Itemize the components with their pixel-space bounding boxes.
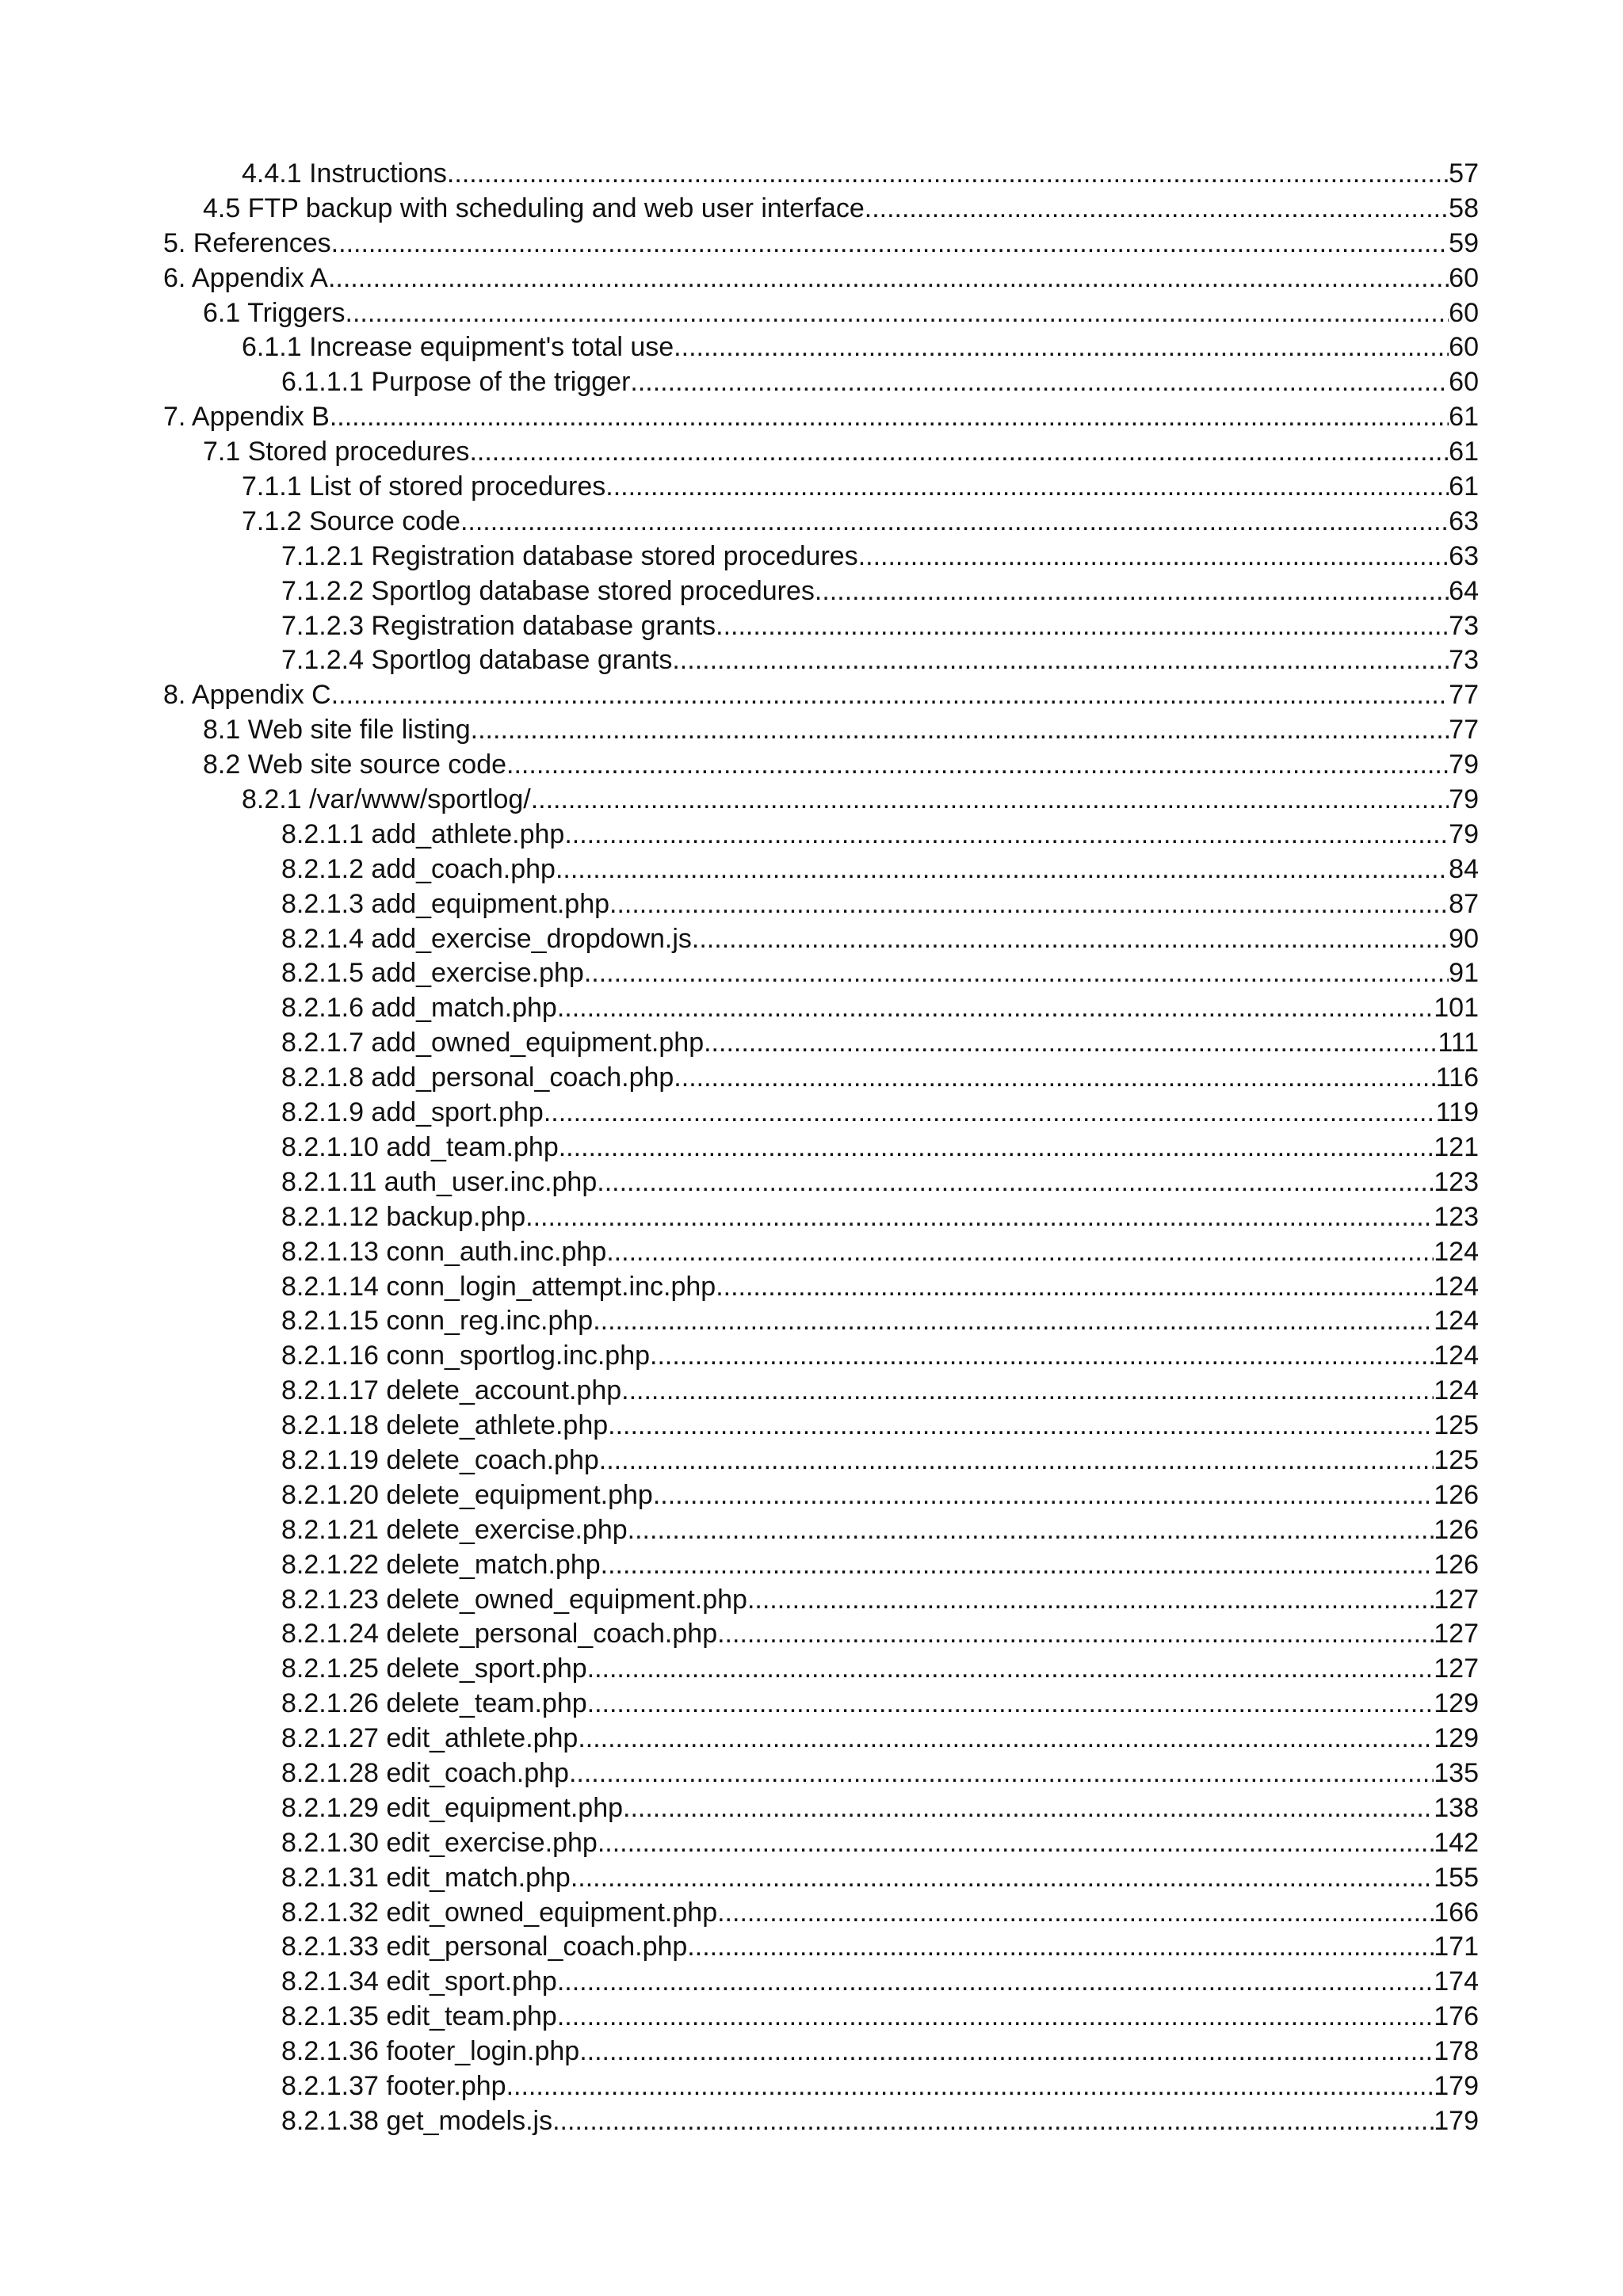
toc-entry[interactable] [163, 991, 1479, 1026]
toc-entry-page-number: 127 [1434, 1619, 1479, 1650]
toc-entry-title: 7.1 Stored procedures [203, 437, 470, 467]
toc-entry-page-number: 111 [1438, 1028, 1479, 1058]
toc-entry-page-number: 135 [1434, 1757, 1479, 1788]
toc-entry[interactable] [163, 1444, 1479, 1478]
toc-entry-page-number: 142 [1434, 1827, 1479, 1858]
toc-entry-title: 8.1 Web site file listing [203, 715, 471, 746]
dot-leader [525, 1200, 1434, 1235]
toc-entry-title: 8.2.1.24 delete_personal_coach.php [281, 1619, 718, 1650]
dot-leader [747, 1583, 1434, 1618]
toc-entry-title: 8.2.1.26 delete_team.php [281, 1688, 587, 1719]
toc-entry-page-number: 61 [1449, 437, 1479, 467]
toc-entry-title: 8.2.1.6 add_match.php [281, 993, 557, 1024]
toc-entry-page-number: 121 [1434, 1131, 1479, 1162]
toc-entry[interactable] [163, 783, 1479, 818]
dot-leader [571, 1861, 1434, 1896]
toc-entry-page-number: 64 [1449, 575, 1479, 606]
dot-leader [608, 1409, 1434, 1444]
toc-entry[interactable] [163, 1617, 1479, 1652]
toc-entry-title: 8.2.1.15 conn_reg.inc.php [281, 1306, 594, 1337]
toc-entry-title: 8.2.1.22 delete_match.php [281, 1549, 601, 1580]
toc-entry-page-number: 124 [1434, 1341, 1479, 1371]
toc-entry-page-number: 124 [1434, 1271, 1479, 1302]
dot-leader [506, 748, 1449, 783]
toc-entry-page-number: 63 [1449, 505, 1479, 536]
dot-leader [469, 435, 1449, 470]
dot-leader [587, 1687, 1434, 1722]
toc-entry-page-number: 179 [1434, 2070, 1479, 2101]
toc-entry-page-number: 124 [1434, 1236, 1479, 1267]
dot-leader [328, 261, 1449, 296]
dot-leader [587, 1652, 1434, 1687]
toc-entry-page-number: 61 [1449, 471, 1479, 502]
toc-entry-title: 8.2.1.19 delete_coach.php [281, 1444, 599, 1475]
toc-entry-title: 6.1.1 Increase equipment's total use [242, 332, 674, 363]
toc-entry[interactable] [163, 1896, 1479, 1931]
toc-entry[interactable] [163, 505, 1479, 540]
dot-leader [598, 1826, 1434, 1861]
toc-entry[interactable] [163, 1339, 1479, 1374]
toc-entry-title: 8.2.1.31 edit_match.php [281, 1862, 571, 1893]
toc-entry[interactable] [163, 2069, 1479, 2104]
dot-leader [650, 1339, 1434, 1374]
dot-leader [578, 1722, 1434, 1756]
dot-leader [557, 2000, 1434, 2035]
toc-entry[interactable] [163, 1930, 1479, 1965]
dot-leader [672, 643, 1449, 678]
toc-entry-page-number: 179 [1434, 2105, 1479, 2136]
toc-entry[interactable] [163, 748, 1479, 783]
toc-entry[interactable] [163, 400, 1479, 435]
dot-leader [674, 1061, 1435, 1096]
dot-leader [584, 956, 1449, 991]
toc-entry[interactable] [163, 1687, 1479, 1722]
toc-entry-page-number: 79 [1449, 749, 1479, 780]
toc-entry-title: 8.2.1.17 delete_account.php [281, 1375, 622, 1406]
dot-leader [531, 783, 1449, 818]
toc-entry[interactable] [163, 1722, 1479, 1756]
toc-entry-title: 8.2.1.3 add_equipment.php [281, 888, 610, 919]
toc-entry-page-number: 126 [1434, 1549, 1479, 1580]
toc-entry-title: 8.2.1 /var/www/sportlog/ [242, 784, 531, 815]
dot-leader [460, 505, 1449, 540]
toc-entry[interactable] [163, 887, 1479, 922]
toc-entry[interactable] [163, 852, 1479, 887]
toc-entry-page-number: 60 [1449, 332, 1479, 363]
toc-entry[interactable] [163, 2104, 1479, 2139]
toc-entry-page-number: 127 [1434, 1653, 1479, 1684]
toc-entry-page-number: 90 [1449, 923, 1479, 954]
toc-entry-page-number: 176 [1434, 2001, 1479, 2032]
toc-entry-page-number: 79 [1449, 784, 1479, 815]
dot-leader [559, 1131, 1434, 1165]
toc-entry-page-number: 178 [1434, 2036, 1479, 2067]
toc-entry-page-number: 166 [1434, 1897, 1479, 1928]
dot-leader [704, 1026, 1438, 1061]
toc-entry[interactable] [163, 1026, 1479, 1061]
dot-leader [601, 1548, 1434, 1583]
toc-entry[interactable] [163, 678, 1479, 713]
toc-entry-title: 8.2 Web site source code [203, 749, 507, 780]
toc-entry-title: 8.2.1.1 add_athlete.php [281, 818, 565, 849]
dot-leader [556, 852, 1449, 887]
toc-entry[interactable] [163, 922, 1479, 957]
toc-entry-page-number: 123 [1434, 1166, 1479, 1197]
dot-leader [557, 1965, 1434, 2000]
toc-entry[interactable] [163, 1131, 1479, 1165]
dot-leader [599, 1444, 1434, 1478]
dot-leader [552, 2104, 1434, 2139]
toc-entry-title: 8.2.1.27 edit_athlete.php [281, 1723, 579, 1754]
toc-entry[interactable] [163, 1513, 1479, 1548]
toc-entry-title: 6. Appendix A [163, 262, 328, 293]
toc-entry[interactable] [163, 470, 1479, 505]
toc-entry[interactable] [163, 365, 1479, 400]
dot-leader [597, 1165, 1434, 1200]
dot-leader [623, 1791, 1434, 1826]
toc-entry-page-number: 57 [1449, 158, 1479, 189]
toc-entry[interactable] [163, 1200, 1479, 1235]
dot-leader [717, 1617, 1434, 1652]
toc-entry-title: 8.2.1.16 conn_sportlog.inc.php [281, 1341, 651, 1371]
toc-entry-page-number: 79 [1449, 818, 1479, 849]
dot-leader [621, 1374, 1434, 1409]
toc-entry-page-number: 60 [1449, 297, 1479, 328]
toc-entry[interactable] [163, 1304, 1479, 1339]
dot-leader [692, 922, 1449, 957]
toc-entry-title: 4.5 FTP backup with scheduling and web user interface [203, 193, 865, 223]
toc-entry[interactable] [163, 296, 1479, 331]
toc-entry[interactable] [163, 192, 1479, 227]
toc-entry-title: 6.1.1.1 Purpose of the trigger [281, 367, 631, 398]
dot-leader [506, 2069, 1434, 2104]
toc-entry-page-number: 87 [1449, 888, 1479, 919]
toc-entry-page-number: 77 [1449, 680, 1479, 711]
toc-entry-page-number: 138 [1434, 1792, 1479, 1823]
toc-entry-title: 8.2.1.37 footer.php [281, 2070, 506, 2101]
toc-entry[interactable] [163, 1270, 1479, 1305]
toc-entry-title: 8.2.1.21 delete_exercise.php [281, 1514, 628, 1545]
toc-entry-page-number: 73 [1449, 645, 1479, 676]
toc-entry-title: 8.2.1.12 backup.php [281, 1201, 526, 1232]
toc-entry-title: 8.2.1.18 delete_athlete.php [281, 1410, 609, 1441]
toc-entry[interactable] [163, 1165, 1479, 1200]
toc-entry-page-number: 84 [1449, 853, 1479, 884]
toc-entry[interactable] [163, 574, 1479, 609]
toc-entry[interactable] [163, 540, 1479, 574]
toc-entry-page-number: 125 [1434, 1410, 1479, 1441]
toc-entry-page-number: 124 [1434, 1306, 1479, 1337]
dot-leader [687, 1930, 1434, 1965]
toc-entry-title: 8.2.1.34 edit_sport.php [281, 1966, 557, 1997]
toc-entry[interactable] [163, 2000, 1479, 2035]
toc-entry[interactable] [163, 1478, 1479, 1513]
toc-entry-title: 7.1.2.2 Sportlog database stored procedures [281, 575, 815, 606]
dot-leader [564, 818, 1449, 852]
toc-entry-title: 8.2.1.29 edit_equipment.php [281, 1792, 624, 1823]
toc-entry-title: 7. Appendix B [163, 402, 330, 433]
dot-leader [557, 991, 1434, 1026]
toc-entry[interactable] [163, 713, 1479, 748]
dot-leader [674, 330, 1449, 365]
toc-entry-title: 8. Appendix C [163, 680, 331, 711]
dot-leader [865, 192, 1449, 227]
toc-entry[interactable] [163, 643, 1479, 678]
toc-entry-title: 7.1.1 List of stored procedures [242, 471, 606, 502]
toc-entry[interactable] [163, 261, 1479, 296]
toc-entry-title: 8.2.1.11 auth_user.inc.php [281, 1166, 598, 1197]
toc-entry-page-number: 155 [1434, 1862, 1479, 1893]
dot-leader [716, 609, 1449, 644]
toc-entry-title: 8.2.1.4 add_exercise_dropdown.js [281, 923, 692, 954]
dot-leader [653, 1478, 1434, 1513]
toc-entry-title: 8.2.1.9 add_sport.php [281, 1097, 544, 1128]
toc-entry-title: 8.2.1.32 edit_owned_equipment.php [281, 1897, 718, 1928]
toc-entry-title: 8.2.1.10 add_team.php [281, 1131, 559, 1162]
toc-entry-title: 8.2.1.2 add_coach.php [281, 853, 556, 884]
toc-entry[interactable] [163, 1756, 1479, 1791]
toc-entry-title: 8.2.1.25 delete_sport.php [281, 1653, 587, 1684]
toc-entry-page-number: 126 [1434, 1514, 1479, 1545]
toc-entry-page-number: 73 [1449, 610, 1479, 641]
toc-entry-title: 4.4.1 Instructions [242, 158, 447, 189]
toc-entry-page-number: 116 [1435, 1062, 1479, 1093]
toc-entry-page-number: 63 [1449, 540, 1479, 571]
toc-entry-page-number: 129 [1434, 1723, 1479, 1754]
toc-entry-title: 7.1.2.4 Sportlog database grants [281, 645, 673, 676]
toc-entry[interactable] [163, 818, 1479, 852]
toc-entry[interactable] [163, 1096, 1479, 1131]
toc-entry-title: 5. References [163, 227, 331, 258]
toc-entry-page-number: 59 [1449, 227, 1479, 258]
toc-entry-title: 8.2.1.7 add_owned_equipment.php [281, 1028, 705, 1058]
toc-entry-title: 7.1.2 Source code [242, 505, 460, 536]
toc-entry-title: 6.1 Triggers [203, 297, 346, 328]
toc-entry[interactable] [163, 1583, 1479, 1618]
toc-entry[interactable] [163, 956, 1479, 991]
toc-entry-page-number: 58 [1449, 193, 1479, 223]
toc-entry-title: 8.2.1.14 conn_login_attempt.inc.php [281, 1271, 716, 1302]
toc-entry-title: 8.2.1.23 delete_owned_equipment.php [281, 1584, 747, 1615]
dot-leader [605, 470, 1449, 505]
toc-entry-title: 8.2.1.8 add_personal_coach.php [281, 1062, 674, 1093]
toc-entry[interactable] [163, 330, 1479, 365]
toc-entry-page-number: 101 [1434, 993, 1479, 1024]
dot-leader [858, 540, 1449, 574]
toc-entry-title: 7.1.2.3 Registration database grants [281, 610, 716, 641]
toc-entry-page-number: 91 [1449, 958, 1479, 989]
toc-entry-title: 8.2.1.33 edit_personal_coach.php [281, 1932, 688, 1962]
toc-entry[interactable] [163, 1061, 1479, 1096]
dot-leader [593, 1304, 1434, 1339]
toc-entry[interactable] [163, 1791, 1479, 1826]
toc-entry-page-number: 61 [1449, 402, 1479, 433]
toc-entry[interactable] [163, 1409, 1479, 1444]
toc-entry[interactable] [163, 2035, 1479, 2069]
toc-entry-page-number: 77 [1449, 715, 1479, 746]
toc-entry-page-number: 126 [1434, 1479, 1479, 1510]
toc-entry-page-number: 125 [1434, 1444, 1479, 1475]
toc-entry-page-number: 174 [1434, 1966, 1479, 1997]
toc-entry[interactable] [163, 1652, 1479, 1687]
toc-entry-title: 8.2.1.5 add_exercise.php [281, 958, 584, 989]
toc-entry[interactable] [163, 1965, 1479, 2000]
dot-leader [569, 1756, 1434, 1791]
dot-leader [609, 887, 1449, 922]
toc-entry-page-number: 127 [1434, 1584, 1479, 1615]
dot-leader [471, 713, 1449, 748]
toc-entry-page-number: 60 [1449, 367, 1479, 398]
toc-entry-title: 8.2.1.13 conn_auth.inc.php [281, 1236, 607, 1267]
dot-leader [331, 227, 1449, 261]
toc-entry-page-number: 171 [1434, 1932, 1479, 1962]
toc-entry-page-number: 124 [1434, 1375, 1479, 1406]
table-of-contents [163, 157, 1479, 2139]
dot-leader [330, 400, 1449, 435]
toc-entry[interactable] [163, 227, 1479, 261]
toc-entry-page-number: 123 [1434, 1201, 1479, 1232]
toc-entry[interactable] [163, 1374, 1479, 1409]
dot-leader [346, 296, 1449, 331]
dot-leader [716, 1270, 1434, 1305]
toc-entry[interactable] [163, 1861, 1479, 1896]
toc-entry-title: 8.2.1.38 get_models.js [281, 2105, 553, 2136]
dot-leader [815, 574, 1449, 609]
dot-leader [606, 1235, 1434, 1270]
dot-leader [717, 1896, 1434, 1931]
toc-entry-title: 8.2.1.36 footer_login.php [281, 2036, 580, 2067]
dot-leader [447, 157, 1449, 192]
toc-entry[interactable] [163, 609, 1479, 644]
toc-entry[interactable] [163, 157, 1479, 192]
toc-entry-page-number: 119 [1435, 1097, 1479, 1128]
toc-entry-page-number: 60 [1449, 262, 1479, 293]
dot-leader [628, 1513, 1434, 1548]
toc-entry-title: 8.2.1.28 edit_coach.php [281, 1757, 569, 1788]
dot-leader [331, 678, 1449, 713]
toc-entry[interactable] [163, 1235, 1479, 1270]
dot-leader [544, 1096, 1436, 1131]
toc-entry-title: 8.2.1.20 delete_equipment.php [281, 1479, 653, 1510]
toc-entry-title: 8.2.1.35 edit_team.php [281, 2001, 557, 2032]
toc-entry-page-number: 129 [1434, 1688, 1479, 1719]
toc-entry-title: 8.2.1.30 edit_exercise.php [281, 1827, 598, 1858]
toc-entry[interactable] [163, 435, 1479, 470]
toc-entry[interactable] [163, 1826, 1479, 1861]
toc-entry[interactable] [163, 1548, 1479, 1583]
dot-leader [630, 365, 1449, 400]
dot-leader [579, 2035, 1434, 2069]
toc-entry-title: 7.1.2.1 Registration database stored procedures [281, 540, 858, 571]
